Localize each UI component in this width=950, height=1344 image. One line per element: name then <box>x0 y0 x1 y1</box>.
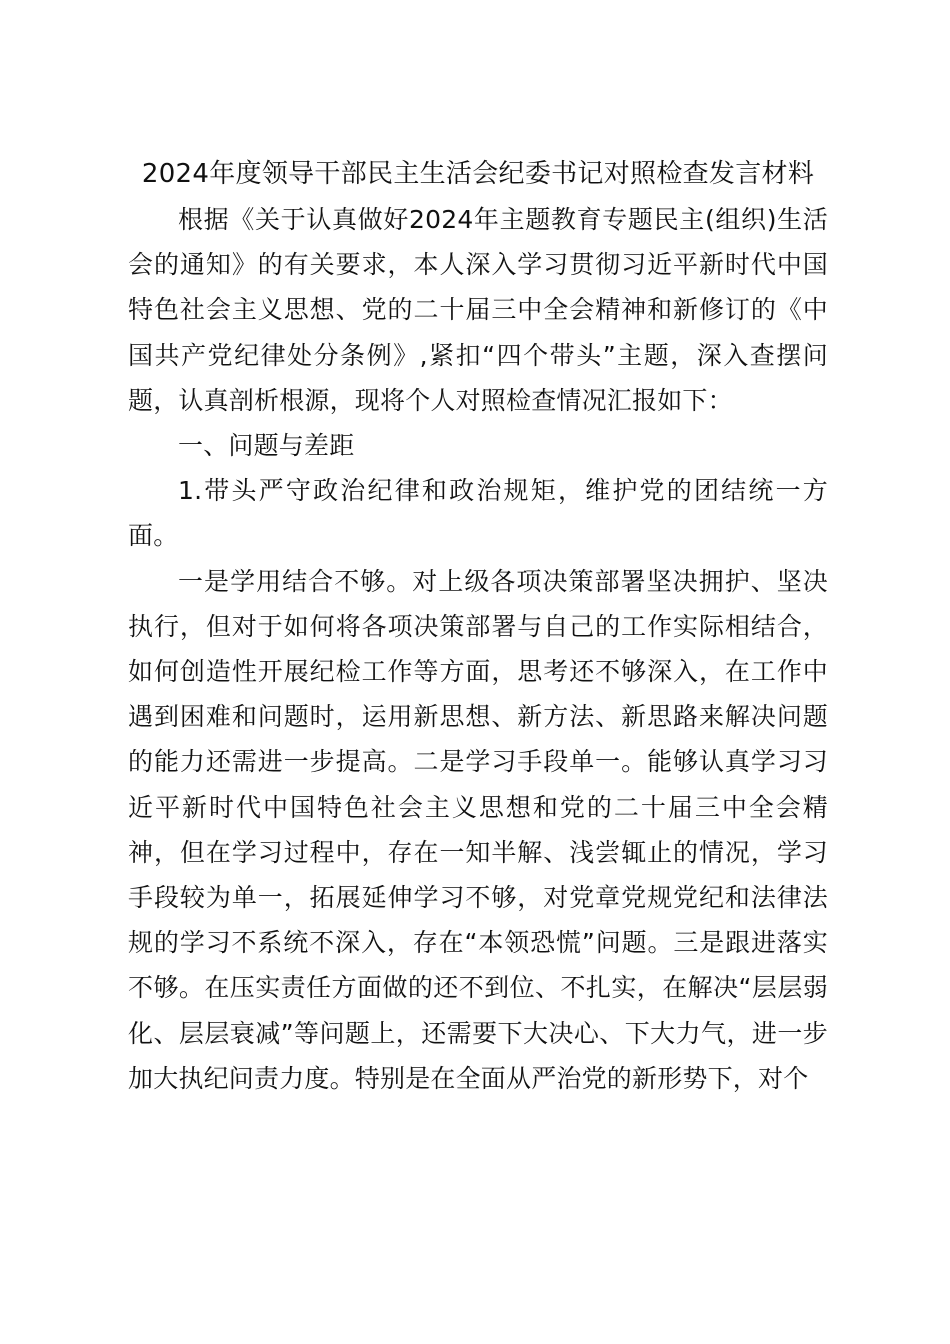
subsection-heading: 1.带头严守政治纪律和政治规矩，维护党的团结统一方面。 <box>128 476 828 551</box>
body-paragraph: 一是学用结合不够。对上级各项决策部署坚决拥护、坚决执行，但对于如何将各项决策部署与自己的工作实际相结合，如何创造性开展纪检工作等方面，思考还不够深入，在工作中遇到困难和问题时，运用新思想、新方法、新思路来解决问题的能力还需进一步提高。二是学习手段单一。能够认真学习习近平新时代中国特色社会主义思想和党的二十届三中全会精神，但在学习过程中，存在一知半解、浅尝辄止的情况，学习手段较为单一，拓展延伸学习不够，对党章党规党纪和法律法规的学习不系统不深入，存在“本领恐慌”问题。三是跟进落实不够。在压实责任方面做的还不到位、不扎实，在解决“层层弱化、层层衰减”等问题上，还需要下大决心、下大力气，进一步加大执纪问责力度。特别是在全面从严治党的新形势下，对个 <box>128 566 828 1093</box>
document-page <box>128 152 828 1101</box>
document-title: 2024年度领导干部民主生活会纪委书记对照检查发言材料 <box>141 159 815 189</box>
intro-paragraph: 根据《关于认真做好2024年主题教育专题民主(组织)生活会的通知》的有关要求，本人深入学习贯彻习近平新时代中国特色社会主义思想、党的二十届三中全会精神和新修订的《中国共产党纪律处分条例》,紧扣“四个带头”主题，深入查摆问题，认真剖析根源，现将个人对照检查情况汇报如下： <box>128 205 828 415</box>
section-heading: 一、问题与差距 <box>178 431 355 461</box>
